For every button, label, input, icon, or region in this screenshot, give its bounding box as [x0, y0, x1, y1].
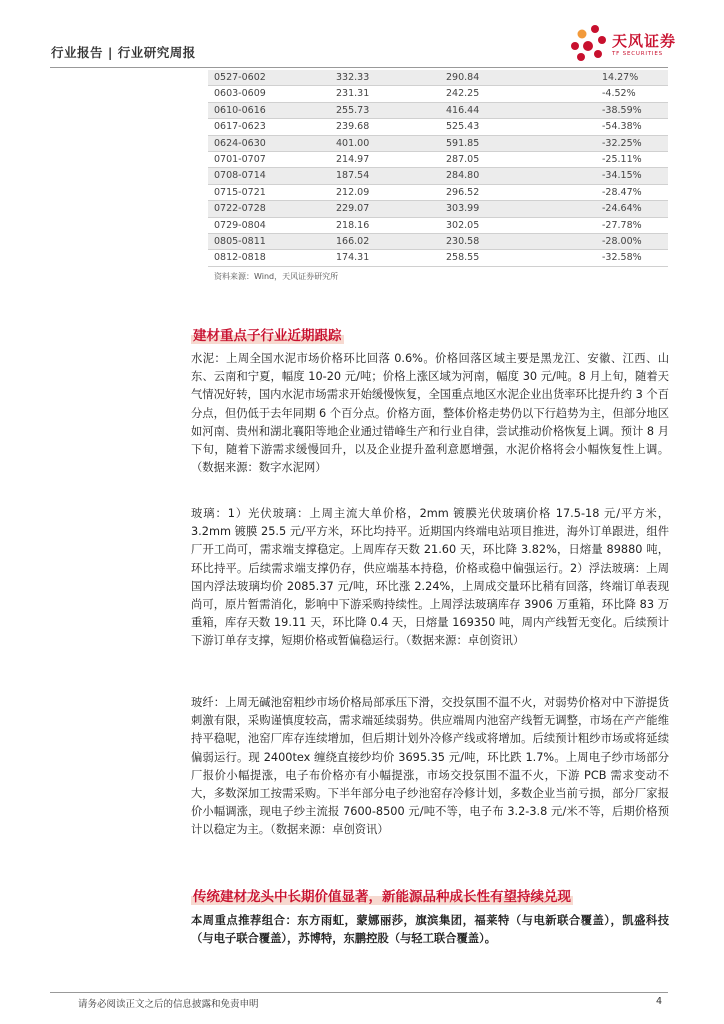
table-cell: 0708-0714	[208, 168, 322, 184]
header-title: 行业报告 | 行业研究周报	[51, 45, 196, 60]
table-row	[208, 201, 668, 217]
table-cell: 230.58	[446, 234, 568, 250]
table-cell: -38.59%	[568, 102, 668, 118]
table-cell: -27.78%	[602, 219, 642, 231]
paragraph-cement: 水泥：上周全国水泥市场价格环比回落 0.6%。价格回落区域主要是黑龙江、安徽、江西、山东、云南和宁夏，幅度 10-20 元/吨；价格上涨区域为河南，幅度 30 元/吨。8 月上旬，随着天气情况好转，国内水泥市场需求开始缓慢恢复，全国重点地区水泥企业出货率环比提升约 3 个百分点，但仍低于去年同期 6 个百分点。价格方面，整体价格走势仍以下行趋势为主，但部分地区如河南、贵州和湖北襄阳等地企业通过错峰生产和行业自律，尝试推动价格恢复上调。预计 8 月下旬，随着下游需求缓慢回升，以及企业提升盈利意愿增强，水泥价格将会小幅恢复性上调。（数据来源：数字水泥网）	[191, 352, 669, 475]
table-cell: 0715-0721	[214, 186, 266, 198]
table-cell: 401.00	[322, 135, 446, 151]
table-cell: 174.31	[336, 252, 370, 264]
header-divider	[50, 67, 668, 68]
table-cell: 166.02	[322, 234, 446, 250]
table-row	[208, 250, 668, 266]
table-row	[208, 168, 668, 184]
paragraph-fiberglass: 玻纤：上周无碱池窑粗纱市场价格局部承压下滑，交投氛围不温不火，对弱势价格对中下游提货刺激有限，采购谨慎度较高，需求端延续弱势。供应端周内池窑产线暂无调整，市场在产产能维持平稳呢，池窑厂库存连续增加，但后期计划外冷修产线或将增加。后续预计粗纱市场或将延续偏弱运行。现 2400tex 缠绕直接纱均价 3695.35 元/吨，环比跌 1.7%。上周电子纱市场部分厂报价小幅提涨，电子布价格亦有小幅提涨，市场交投氛围不温不火，下游 PCB 需求变动不大，多数深加工按需采购。下半年部分电子纱池窑存冷修计划，多数企业当前亏损，部分厂家报价小幅调涨，现电子纱主流报 7600-8500 元/吨不等，电子布 3.2-3.8 元/米不等，后期价格预计以稳定为主。（数据来源：卓创资讯）	[191, 696, 669, 837]
table-cell: 255.73	[322, 102, 446, 118]
table-cell: -32.58%	[602, 252, 642, 264]
table-cell: 290.84	[446, 70, 568, 86]
footer-disclaimer: 请务必阅读正文之后的信息披露和免责申明	[78, 999, 259, 1010]
table-cell: 0624-0630	[208, 135, 322, 151]
table-cell: 591.85	[446, 135, 568, 151]
section-title-recommendation: 传统建材龙头中长期价值显著，新能源品种成长性有望持续兑现	[191, 885, 573, 905]
table-cell: 284.80	[446, 168, 568, 184]
table-cell: -24.64%	[568, 201, 668, 217]
section-title-tracking: 建材重点子行业近期跟踪	[191, 324, 344, 344]
table-cell: 212.09	[336, 186, 370, 198]
logo-text: 天风证券	[612, 32, 677, 50]
table-cell: -28.47%	[602, 186, 642, 198]
table-cell: 187.54	[322, 168, 446, 184]
table-source: 资料来源：Wind，天风证券研究所	[214, 272, 339, 281]
table-cell: 0805-0811	[208, 234, 322, 250]
page-number: 4	[656, 996, 663, 1007]
footer-divider	[50, 992, 668, 993]
table-row	[208, 152, 668, 168]
table-cell: 242.25	[446, 88, 480, 100]
table-row	[208, 234, 668, 250]
table-cell: 0812-0818	[214, 252, 266, 264]
table-row	[208, 70, 668, 86]
table-cell: 0722-0728	[208, 201, 322, 217]
table-cell: 0610-0616	[208, 102, 322, 118]
table-cell: 296.52	[446, 186, 480, 198]
table-cell: 525.43	[446, 121, 480, 133]
logo-subtitle: TF SECURITIES	[612, 51, 663, 57]
table-row	[208, 119, 668, 135]
table-cell: 214.97	[336, 154, 370, 166]
table-cell: 332.33	[322, 70, 446, 86]
table-cell: 303.99	[446, 201, 568, 217]
table-cell: -32.25%	[568, 135, 668, 151]
table-cell: 302.05	[446, 219, 480, 231]
table-row	[208, 217, 668, 233]
table-cell: 0701-0707	[214, 154, 266, 166]
table-cell: 0617-0623	[214, 121, 266, 133]
table-cell: 258.55	[446, 252, 480, 264]
table-cell: -28.00%	[568, 234, 668, 250]
table-row	[208, 86, 668, 102]
table-cell: 14.27%	[568, 70, 668, 86]
table-row	[208, 184, 668, 200]
paragraph-glass: 玻璃：1）光伏玻璃：上周主流大单价格，2mm 镀膜光伏玻璃价格 17.5-18 元/平方米，3.2mm 镀膜 25.5 元/平方米，环比均持平。近期国内终端电站项目推进，海外订单跟进，组件厂开工尚可，需求端支撑稳定。上周库存天数 21.60 天，环比降 3.82%，日熔量 89880 吨，环比持平。后续需求端支撑仍存，供应端基本持稳，价格或稳中偏强运行。2）浮法玻璃：上周国内浮法玻璃均价 2085.37 元/吨，环比涨 2.24%，上周成交量环比稍有回落，终端订单表现尚可，原片暂需消化，影响中下游采购持续性。上周浮法玻璃库存 3906 万重箱，环比降 83 万重箱，库存天数 19.11 天，环比降 0.4 天，日熔量 169350 吨，周内产线暂无变化。后续预计下游订单存支撑，短期价格或暂偏稳运行。（数据来源：卓创资讯）	[191, 507, 669, 648]
table-cell: 0729-0804	[214, 219, 266, 231]
table-cell: 0603-0609	[214, 88, 266, 100]
table-cell: 229.07	[322, 201, 446, 217]
table-row	[208, 102, 668, 118]
data-table	[208, 70, 668, 267]
table-cell: 287.05	[446, 154, 480, 166]
table-cell: -25.11%	[602, 154, 642, 166]
table-row	[208, 135, 668, 151]
table-cell: 231.31	[336, 88, 370, 100]
table-cell: -54.38%	[602, 121, 642, 133]
table-cell: 239.68	[336, 121, 370, 133]
table-cell: -4.52%	[602, 88, 636, 100]
table-cell: -34.15%	[568, 168, 668, 184]
table-cell: 0527-0602	[208, 70, 322, 86]
paragraph-recommendation: 本周重点推荐组合：东方雨虹，蒙娜丽莎，旗滨集团，福莱特（与电新联合覆盖），凯盛科技（与电子联合覆盖），苏博特，东鹏控股（与轻工联合覆盖）。	[191, 914, 669, 946]
table-cell: 218.16	[336, 219, 370, 231]
table-cell: 416.44	[446, 102, 568, 118]
